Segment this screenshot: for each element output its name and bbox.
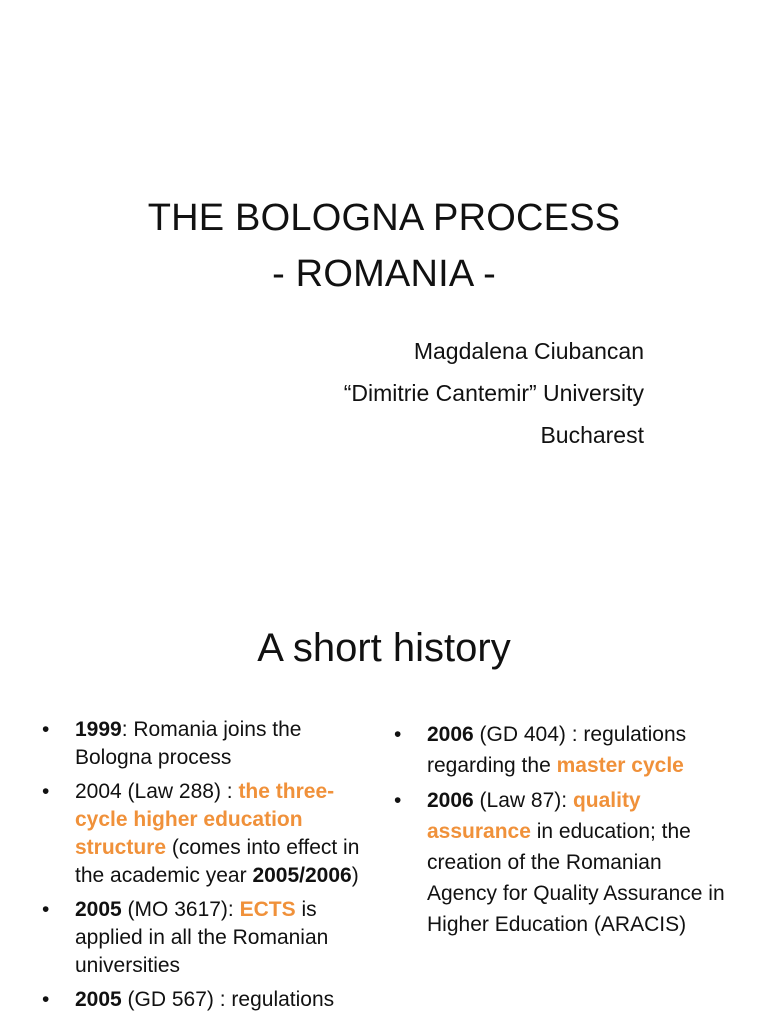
list-item (42, 896, 372, 980)
bullet-icon: • (42, 780, 50, 803)
item-text: ) (351, 864, 359, 887)
item-text: 2004 (Law 288) : (75, 780, 239, 803)
author-name: Magdalena Ciubancan (413, 338, 644, 364)
item-text: (Law 87): (473, 789, 573, 812)
slide-history (0, 566, 768, 1024)
history-list-right (394, 719, 734, 944)
list-item (394, 719, 734, 781)
year: 2005 (75, 898, 122, 921)
highlight-text: ECTS (239, 898, 296, 921)
bullet-icon: • (42, 898, 50, 921)
title-line-2: - ROMANIA - (272, 253, 496, 295)
list-item (394, 785, 734, 940)
bullet-icon: • (394, 789, 402, 812)
bullet-icon: • (394, 723, 402, 746)
slide-title: A short history (257, 626, 511, 670)
year: 2006 (427, 789, 474, 812)
item-text: is applied in all the Romanian universities (75, 898, 329, 977)
history-list-left (42, 716, 372, 1020)
list-item (42, 778, 372, 890)
list-item (42, 716, 372, 772)
highlight-text: the three-cycle higher education structure (75, 780, 335, 859)
year: 2005 (75, 988, 122, 1011)
item-text: (GD 404) : regulations regarding the (427, 723, 687, 777)
university-name: “Dimitrie Cantemir” University (343, 380, 644, 406)
title-line-1: THE BOLOGNA PROCESS (147, 197, 621, 239)
item-text: (GD 567) : regulations (121, 988, 335, 1011)
list-item (42, 986, 372, 1014)
item-text: (MO 3617): (121, 898, 240, 921)
city-name: Bucharest (540, 422, 644, 448)
bullet-icon: • (42, 988, 50, 1011)
item-text: : Romania joins the Bologna process (75, 718, 302, 769)
year: 2005/2006 (252, 864, 352, 887)
presentation-title (0, 190, 768, 302)
highlight-text: master cycle (556, 754, 684, 777)
year: 2006 (427, 723, 474, 746)
item-text: in education; the creation of the Romanian Agency for Quality Assurance in Higher Education (ARACIS) (427, 820, 725, 936)
bullet-icon: • (42, 718, 50, 741)
author-block (344, 330, 644, 456)
year: 1999 (75, 718, 122, 741)
highlight-text: quality assurance (427, 789, 641, 843)
item-text: (comes into effect in the academic year (75, 836, 360, 887)
